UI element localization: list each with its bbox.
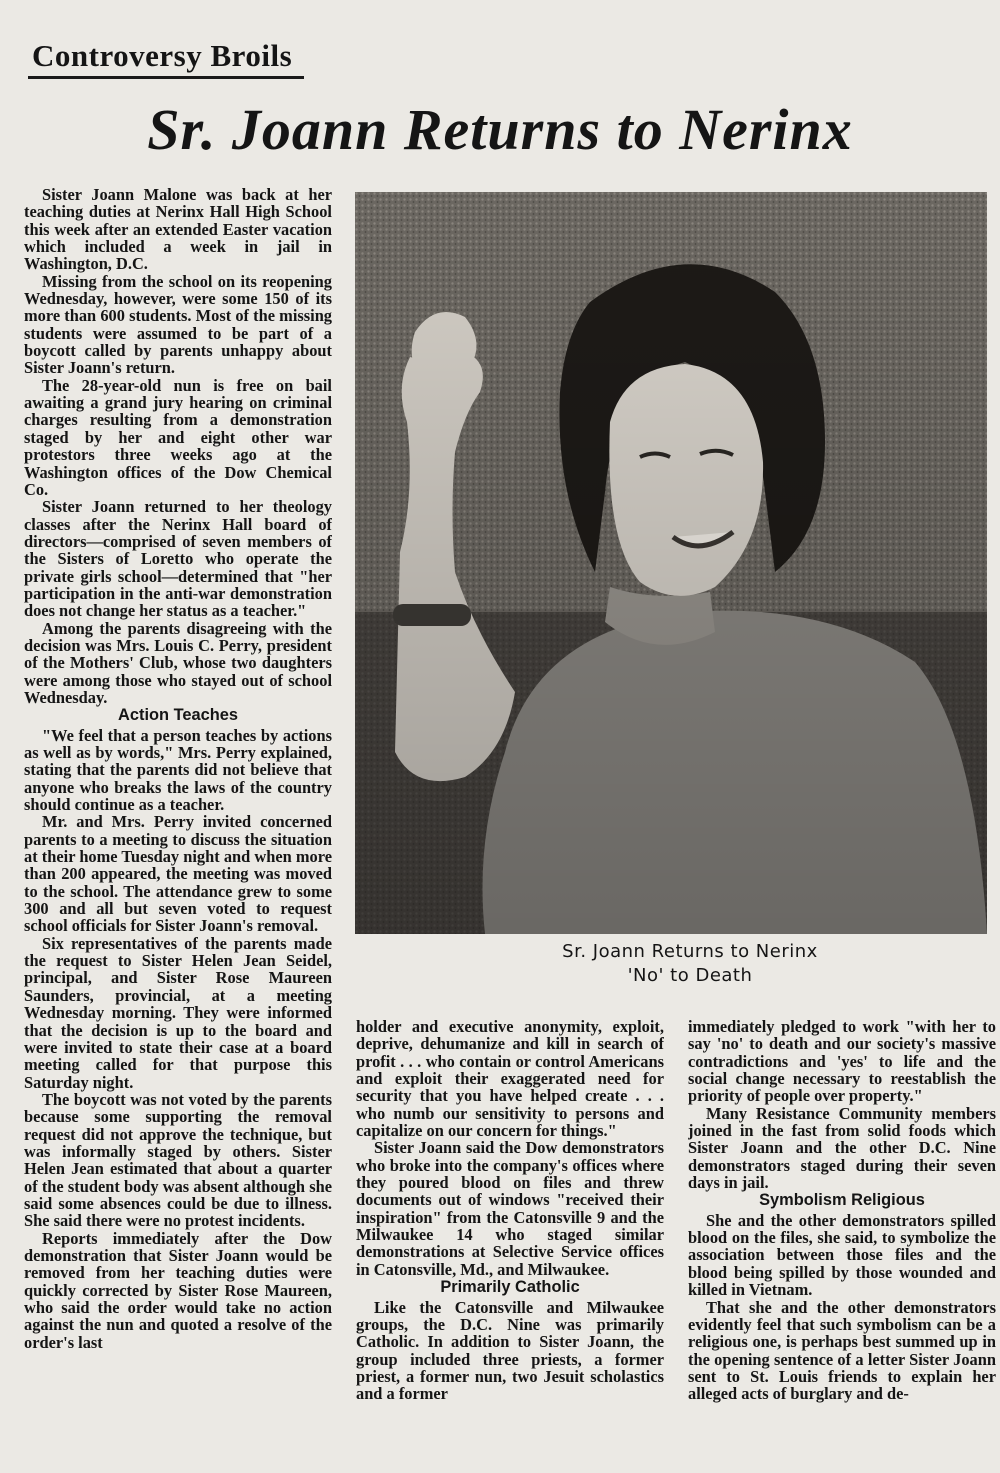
paragraph: Many Resistance Community members joined in the fast from solid foods which Sister Joann and the other D.C. Nine demonstrators staged during their seven days in jail. xyxy=(688,1103,996,1193)
headline: Sr. Joann Returns to Nerinx xyxy=(147,97,853,162)
news-photo xyxy=(355,192,987,934)
paragraph: holder and executive anonymity, exploit, deprive, dehumanize and kill in search of profit . . . who contain or control Americans and exploit their exaggerated need for security that you have helped create . . . who numb our sensitivity to persons and capitalize on our concern for things." xyxy=(356,1018,664,1141)
paragraph: The boycott was not voted by the parents because some supporting the removal request did not approve the technique, but was informally staged by others. Sister Helen Jean estimated that about a quarter of the student body was absent although she said some absences could be due to illness. She said there were no protest incidents. xyxy=(24,1089,332,1231)
paragraph: She and the other demonstrators spilled blood on the files, she said, to symbolize the association between those files and the blood being spilled by those wounded and killed in Vietnam. xyxy=(688,1210,996,1300)
article-column-1 xyxy=(24,186,332,1473)
paragraph: Among the parents disagreeing with the decision was Mrs. Louis C. Perry, president of the Mothers' Club, whose two daughters were among those who stayed out of school Wednesday. xyxy=(24,618,332,707)
kicker-rule xyxy=(28,76,304,79)
kicker-heading: Controversy Broils xyxy=(32,38,293,73)
paragraph: Like the Catonsville and Milwaukee groups, the D.C. Nine was primarily Catholic. In addition to Sister Joann, the group included three priests, a former priest, a former nun, two Jesuit scholastics and a former xyxy=(356,1297,664,1404)
paragraph: Missing from the school on its reopening Wednesday, however, were some 150 of its more than 600 students. Most of the missing students were assumed to be part of a boycott called by parents unhappy about Sister Joann's return. xyxy=(24,271,332,378)
paragraph: "We feel that a person teaches by actions as well as by words," Mrs. Perry explained, stating that the parents did not believe that anyone who breaks the laws of the country should continue as a teacher. xyxy=(24,725,332,815)
paragraph: The 28-year-old nun is free on bail awaiting a grand jury hearing on criminal charges resulting from a demonstration staged by her and eight other war protestors three weeks ago at the Washington offices of the Dow Chemical Co. xyxy=(24,375,332,499)
paragraph: Sister Joann Malone was back at her teaching duties at Nerinx Hall High School this week after an extended Easter vacation which included a week in jail in Washington, D.C. xyxy=(24,186,332,274)
paragraph: That she and the other demonstrators evidently feel that such symbolism can be a religious one, is perhaps best summed up in the opening sentence of a letter Sister Joann sent to St. Louis friends to explain her alleged acts of burglary and de- xyxy=(688,1297,996,1404)
paragraph: Reports immediately after the Dow demonstration that Sister Joann would be removed from her teaching duties were quickly corrected by Sister Rose Maureen, who said the order would take no action against the nun and quoted a resolve of the order's last xyxy=(24,1228,332,1352)
photo-portrait-illustration xyxy=(355,192,987,934)
paragraph: Six representatives of the parents made the request to Sister Helen Jean Seidel, principal, and Sister Rose Maureen Saunders, provincial, at a meeting Wednesday morning. They were informed that the decision is up to the board and were invited to state their case at a board meeting called for that purpose this Saturday night. xyxy=(24,933,332,1092)
photo-caption xyxy=(356,940,1000,988)
subhead-primarily-catholic: Primarily Catholic xyxy=(440,1278,580,1297)
caption-line-2: 'No' to Death xyxy=(627,965,753,986)
photo-shading xyxy=(355,192,987,934)
paragraph: Sister Joann said the Dow demonstrators who broke into the company's offices where they poured blood on files and threw documents out of windows "received their inspiration" from the Catonsville 9 and the Milwaukee 14 who staged similar demonstrations at Selective Service offices in Catonsville, Md., and Milwaukee. xyxy=(356,1138,664,1279)
paragraph: Sister Joann returned to her theology classes after the Nerinx Hall board of directors—comprised of seven members of the Sisters of Loretto who operate the private girls school—determined that "her participation in the anti-war demonstration does not change her status as a teacher." xyxy=(24,497,332,621)
caption-line-1: Sr. Joann Returns to Nerinx xyxy=(562,941,818,962)
subhead-action-teaches: Action Teaches xyxy=(118,706,238,725)
subhead-symbolism-religious: Symbolism Religious xyxy=(759,1191,925,1210)
paragraph: Mr. and Mrs. Perry invited concerned parents to a meeting to discuss the situation at their home Tuesday night and when more than 200 appeared, the meeting was moved to the school. The attendance grew to some 300 and all but seven voted to request school officials for Sister Joann's removal. xyxy=(24,812,332,936)
article-column-3 xyxy=(688,1018,996,1473)
paragraph: immediately pledged to work "with her to say 'no' to death and our society's massive contradictions and 'yes' to life and the social change necessary to reestablish the priority of people over property." xyxy=(688,1018,996,1106)
article-column-2 xyxy=(356,1018,664,1473)
